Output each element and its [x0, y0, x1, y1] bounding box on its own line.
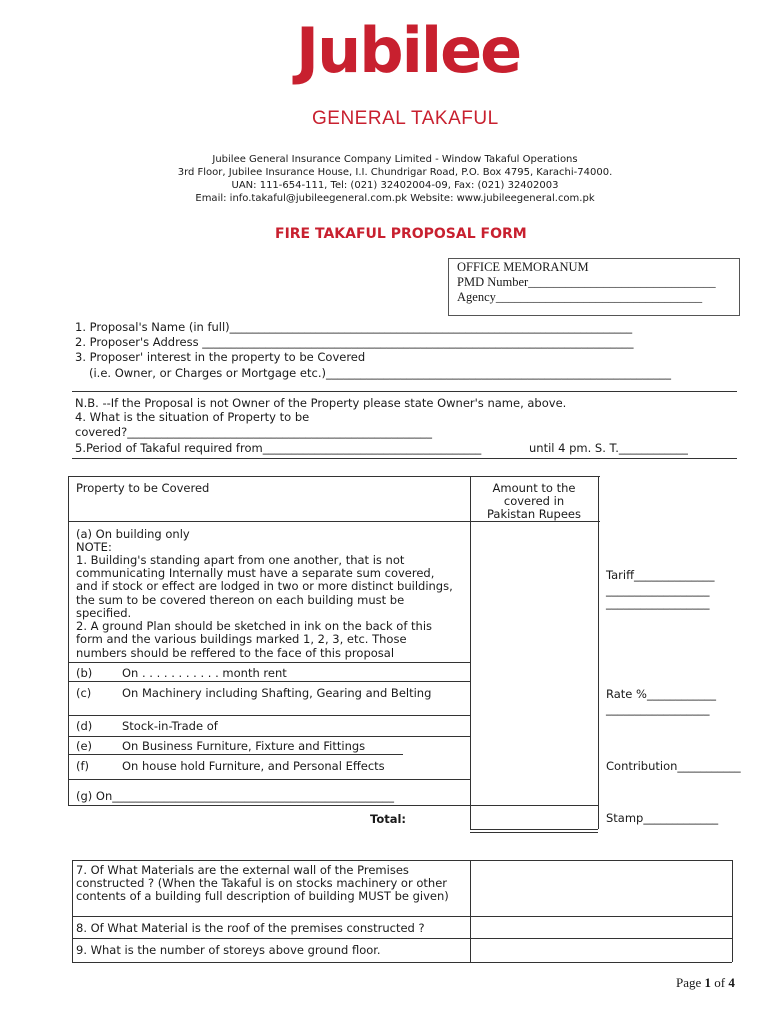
row-a-line: NOTE: [76, 540, 112, 554]
tariff-field-2[interactable]: __________________ [606, 583, 710, 597]
row-a-line: specified. [76, 606, 132, 620]
row-a-line: and if stock or effect are lodged in two or more distinct buildings, [76, 579, 453, 593]
contribution-field[interactable]: Contribution___________ [606, 759, 741, 773]
rate-field-2[interactable]: __________________ [606, 702, 710, 716]
memo-heading: OFFICE MEMORANUM [457, 260, 589, 274]
row-f-number: (f) [76, 759, 90, 773]
page-number [676, 975, 735, 991]
stamp-field[interactable]: Stamp_____________ [606, 811, 719, 825]
row-e-number: (e) [76, 739, 93, 753]
row-b-description: On . . . . . . . . . . . month rent [122, 666, 287, 680]
q4-situation: 4. What is the situation of Property to be [75, 410, 310, 424]
divider [72, 391, 737, 392]
row-e-description: On Business Furniture, Fixture and Fittings [122, 739, 366, 753]
row-a-line: form and the various buildings marked 1, 2, 3, etc. Those [76, 632, 407, 646]
page-of: of [714, 975, 726, 990]
q3-interest-field[interactable]: (i.e. Owner, or Charges or Mortgage etc.)____________________________________________________________ [89, 366, 671, 380]
page-current: 1 [704, 975, 712, 990]
col-amount-header-3: Pakistan Rupees [486, 507, 582, 521]
tariff-field-3[interactable]: __________________ [606, 596, 710, 610]
divider [72, 458, 737, 459]
col-amount-header-1: Amount to the [492, 481, 576, 495]
row-a-line: 1. Building's standing apart from one another, that is not [76, 553, 405, 567]
q8-answer-field[interactable] [471, 917, 731, 937]
row-d-description: Stock-in-Trade of [122, 719, 218, 733]
company-email: Email: info.takaful@jubileegeneral.com.pk Website: www.jubileegeneral.com.pk [195, 193, 595, 204]
company-logo: Jubilee [296, 14, 521, 87]
company-name: Jubilee General Insurance Company Limited - Window Takaful Operations [212, 154, 578, 165]
q5-period-from[interactable]: 5.Period of Takaful required from______________________________________ [75, 441, 482, 455]
row-a-line: 2. A ground Plan should be sketched in ink on the back of this [76, 619, 433, 633]
q3-interest: 3. Proposer' interest in the property to be Covered [75, 350, 366, 364]
q9-answer-field[interactable] [471, 939, 731, 961]
row-c-number: (c) [76, 686, 92, 700]
nb-note: N.B. --If the Proposal is not Owner of the Property please state Owner's name, above. [75, 396, 567, 410]
logo-subtitle: GENERAL TAKAFUL [312, 108, 499, 129]
q5-period-until[interactable]: until 4 pm. S. T.____________ [529, 441, 688, 455]
row-c-description: On Machinery including Shafting, Gearing and Belting [122, 686, 432, 700]
company-contact: UAN: 111-654-111, Tel: (021) 32402004-09, Fax: (021) 32402003 [231, 180, 559, 191]
row-d-number: (d) [76, 719, 93, 733]
row-a-line: the sum to be covered thereon on each building must be [76, 593, 405, 607]
row-g-field[interactable]: (g) On_________________________________________________ [76, 789, 395, 803]
q2-proposer-address[interactable]: 2. Proposer's Address ___________________________________________________________________________ [75, 335, 634, 349]
q4-situation-field[interactable]: covered?_____________________________________________________ [75, 425, 432, 439]
row-b-number: (b) [76, 666, 93, 680]
agency-field[interactable]: Agency_________________________________ [457, 290, 703, 304]
page-prefix: Page [676, 975, 702, 990]
form-title: FIRE TAKAFUL PROPOSAL FORM [275, 226, 527, 242]
row-a-line: (a) On building only [76, 527, 190, 541]
page-total: 4 [728, 975, 735, 990]
pmd-number-field[interactable]: PMD Number______________________________ [457, 275, 716, 289]
total-label: Total: [370, 812, 407, 826]
row-a-line: numbers should be reffered to the face of this proposal [76, 646, 395, 660]
row-f-description: On house hold Furniture, and Personal Effects [122, 759, 385, 773]
row-a-line: communicating Internally must have a separate sum covered, [76, 566, 435, 580]
q7-walls-line: constructed ? (When the Takaful is on stocks machinery or other [76, 876, 447, 890]
q1-proposal-name[interactable]: 1. Proposal's Name (in full)______________________________________________________________________ [75, 320, 633, 334]
company-address: 3rd Floor, Jubilee Insurance House, I.I. Chundrigar Road, P.O. Box 4795, Karachi-74000. [177, 167, 613, 178]
col-property-header: Property to be Covered [76, 481, 210, 495]
tariff-field[interactable]: Tariff______________ [606, 568, 715, 582]
col-amount-header-2: covered in [503, 494, 565, 508]
q7-answer-field[interactable] [471, 861, 731, 915]
rate-field[interactable]: Rate %____________ [606, 687, 716, 701]
q7-walls-line: 7. Of What Materials are the external wall of the Premises [76, 863, 409, 877]
office-memo-box [448, 258, 740, 316]
q8-roof: 8. Of What Material is the roof of the premises constructed ? [76, 921, 425, 935]
q7-walls-line: contents of a building full description of building MUST be given) [76, 889, 449, 903]
q9-storeys: 9. What is the number of storeys above ground floor. [76, 943, 381, 957]
